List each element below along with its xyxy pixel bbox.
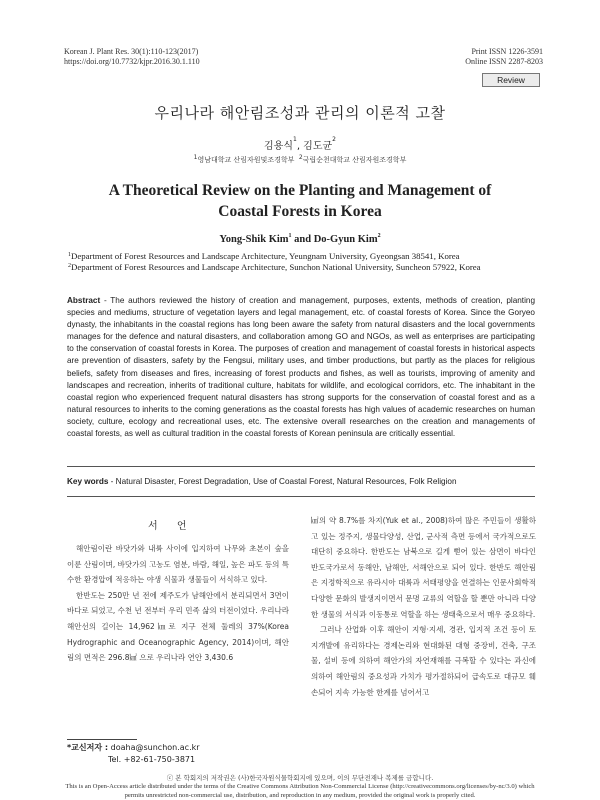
author-sup: 2 — [377, 233, 381, 239]
body-paragraph: 그러나 산업화 이후 해안이 지형·지세, 경관, 입지적 조건 등이 토지개발에 유리하다는 경제논리와 현대화된 대형 중장비, 건축, 구조물, 설비 등에 의하여 해안가의 자연재해를 극복할 수 있다는 과신에 의하여 해안림의 중요성과 가치가 평가절하되어 급속도로 대규모 훼손되어 지속 가능한 한계를 넘어서고 — [311, 625, 536, 697]
english-title-line: Coastal Forests in Korea — [218, 203, 382, 220]
korean-author-name: 김용식 — [264, 141, 293, 152]
affiliation-sup: 2 — [298, 154, 303, 161]
korean-title: 우리나라 해안림조성과 관리의 이론적 고찰 — [154, 104, 446, 122]
body-paragraph: 한반도는 250만 년 전에 제주도가 남해안에서 분리되면서 3면이 바다로 되었고, 수천 년 전부터 우리 민족 삶의 터전이었다. 우리나라 해안선의 길이는 14,962㎞로 지구 전체 둘레의 37%(Korea Hydrographic and Oceanographic Agency, 2014)이며, 해안림의 면적은 296.8㎢ 으로 우리나라 연안 3,430.6 — [67, 590, 289, 663]
section-heading-introduction: 서 언 — [148, 521, 195, 532]
english-affiliation: $^2$Department of Forest Resources and Landscape Architecture, Sunchon National University, Suncheon 57922, Korea — [68, 262, 481, 272]
english-title — [0, 180, 600, 222]
journal-citation: Korean J. Plant Res. 30(1):110-123(2017) — [64, 47, 199, 56]
korean-affiliation: 영남대학교 산림자원및조경학부 — [197, 156, 295, 164]
copyright-notice: ⓒ 본 학회지의 저작권은 (사)한국자원식물학회지에 있으며, 이의 무단전재나 복제를 금합니다. — [166, 774, 434, 782]
affiliation-sup: 1 — [193, 154, 198, 161]
footnote-divider — [67, 739, 137, 740]
author-separator: , — [296, 141, 304, 152]
license-notice: This is an Open-Access article distributed under the terms of the Creative Commons Attribution Non-Commercial License (http://creativecommons.org/licenses/by-nc/3.0) which permits unrestricted non-commercial use, distribution, and reproduction in any medium, provided the original work is properly cited. — [65, 783, 535, 799]
corresponding-author-footnote — [67, 742, 200, 766]
abstract-divider — [67, 466, 535, 467]
footnote-email[interactable]: doaha@sunchon.ac.kr — [110, 743, 200, 752]
korean-author-name: 김도균 — [303, 141, 333, 152]
korean-affiliation: 국립순천대학교 산림자원조경학부 — [302, 156, 407, 164]
author-sup: 2 — [332, 136, 336, 143]
print-issn: Print ISSN 1226-3591 — [471, 47, 543, 56]
english-author-name: Yong-Shik Kim — [219, 234, 289, 245]
korean-authors — [0, 137, 600, 152]
author-separator: and — [291, 234, 314, 245]
affiliation-sup: 1 — [68, 252, 71, 258]
body-column-right — [311, 513, 536, 700]
english-author-name: Do-Gyun Kim — [313, 234, 378, 245]
body-paragraph: 해안림이란 바닷가와 내륙 사이에 입지하여 나무와 초본이 숲을 이룬 산림이며, 바닷가의 고농도 염분, 바람, 해일, 높은 파도 등의 특수한 환경압에 적응하는 야생 식물과 생물들이 서식하고 있다. — [67, 544, 289, 585]
english-authors — [0, 234, 600, 245]
author-sup: 1 — [292, 136, 297, 143]
abstract-text: - The authors reviewed the history of creation and management, purposes, extents, methods of creation, planting species and mediums, structure of vegetation layers and legal management, etc. of coastal forests of Korea. Since the Goryeo dynasty, the inhabitants in the coastal regions has long been aware the safety from natural disasters and the local governments manages for the defence and natural disasters, and collaboration among GO and NGOs, as well as enterprises are participating to the conservation of coastal forests in Korea. The purposes of creation and management of coastal forests in historical aspects are prevention of disasters, safety by the Fengsui, military uses, and timber productions, but partly as the places for religious beliefs, safety from diseases and fires, increasing of forest products and fishes, as well as tourists, improving of amenity and landscapes and recreation, inherits of traditional culture, habitats for wildlife, and ecological corridors, etc. The inhabitant in the coastal region who experienced frequent natural disasters has strong supports for the conservation of coastal forest and as a natural resources to inherits to the coming generations as the coastal forests has high values of academic researches on human society, culture, ecology and recreational uses, etc. The extensive overall researches on the creation and managements of coastal forests, as well as cultural tradition in the coastal forests of Korean peninsula are critically essential. — [67, 296, 535, 439]
doi-link[interactable]: https://doi.org/10.7732/kjpr.2016.30.1.110 — [64, 57, 200, 66]
footnote-tel: Tel. +82-61-750-3871 — [108, 755, 196, 764]
korean-affiliations — [0, 155, 600, 165]
keywords — [67, 477, 535, 486]
english-title-line: A Theoretical Review on the Planting and Management of — [108, 182, 492, 199]
body-paragraph: ㎢의 약 8.7%를 차지(Yuk et al., 2008)하여 많은 주민들이 생활하고 있는 정주지, 생물다양성, 산업, 군사적 측면 등에서 국가적으로도 대단히 중요하다. 한반도는 남북으로 길게 뻗어 있는 삼면이 바다인 반도국가로서 동해안, 남해안, 서해안으로 되어 있다. 한반도 해안림은 지정학적으로 유라시아 대륙과 서태평양을 연결하는 인문사회학적 다양한 문화의 발생지이면서 문명 교류의 역할을 할 뿐만 아니라 다양한 생물의 서식과 이동통로 역할을 하는 생태축으로서 매우 중요하다. — [311, 516, 536, 619]
abstract-label: Abstract — [67, 296, 101, 305]
online-issn: Online ISSN 2287-8203 — [465, 57, 543, 66]
abstract — [67, 295, 535, 440]
article-type-badge: Review — [482, 73, 540, 87]
author-sup: 1 — [288, 233, 292, 239]
keywords-divider — [67, 496, 535, 497]
keywords-label: Key words — [67, 477, 109, 486]
footnote-label: *교신저자 : — [67, 743, 109, 752]
english-affiliation: $^1$Department of Forest Resources and Landscape Architecture, Yeungnam University, Gyeongsan 38541, Korea — [68, 251, 460, 261]
keywords-text: - Natural Disaster, Forest Degradation, Use of Coastal Forest, Natural Resources, Folk Religion — [108, 477, 457, 486]
english-affiliations — [68, 251, 538, 273]
affiliation-sup: 2 — [68, 263, 71, 269]
body-column-left — [67, 541, 289, 666]
